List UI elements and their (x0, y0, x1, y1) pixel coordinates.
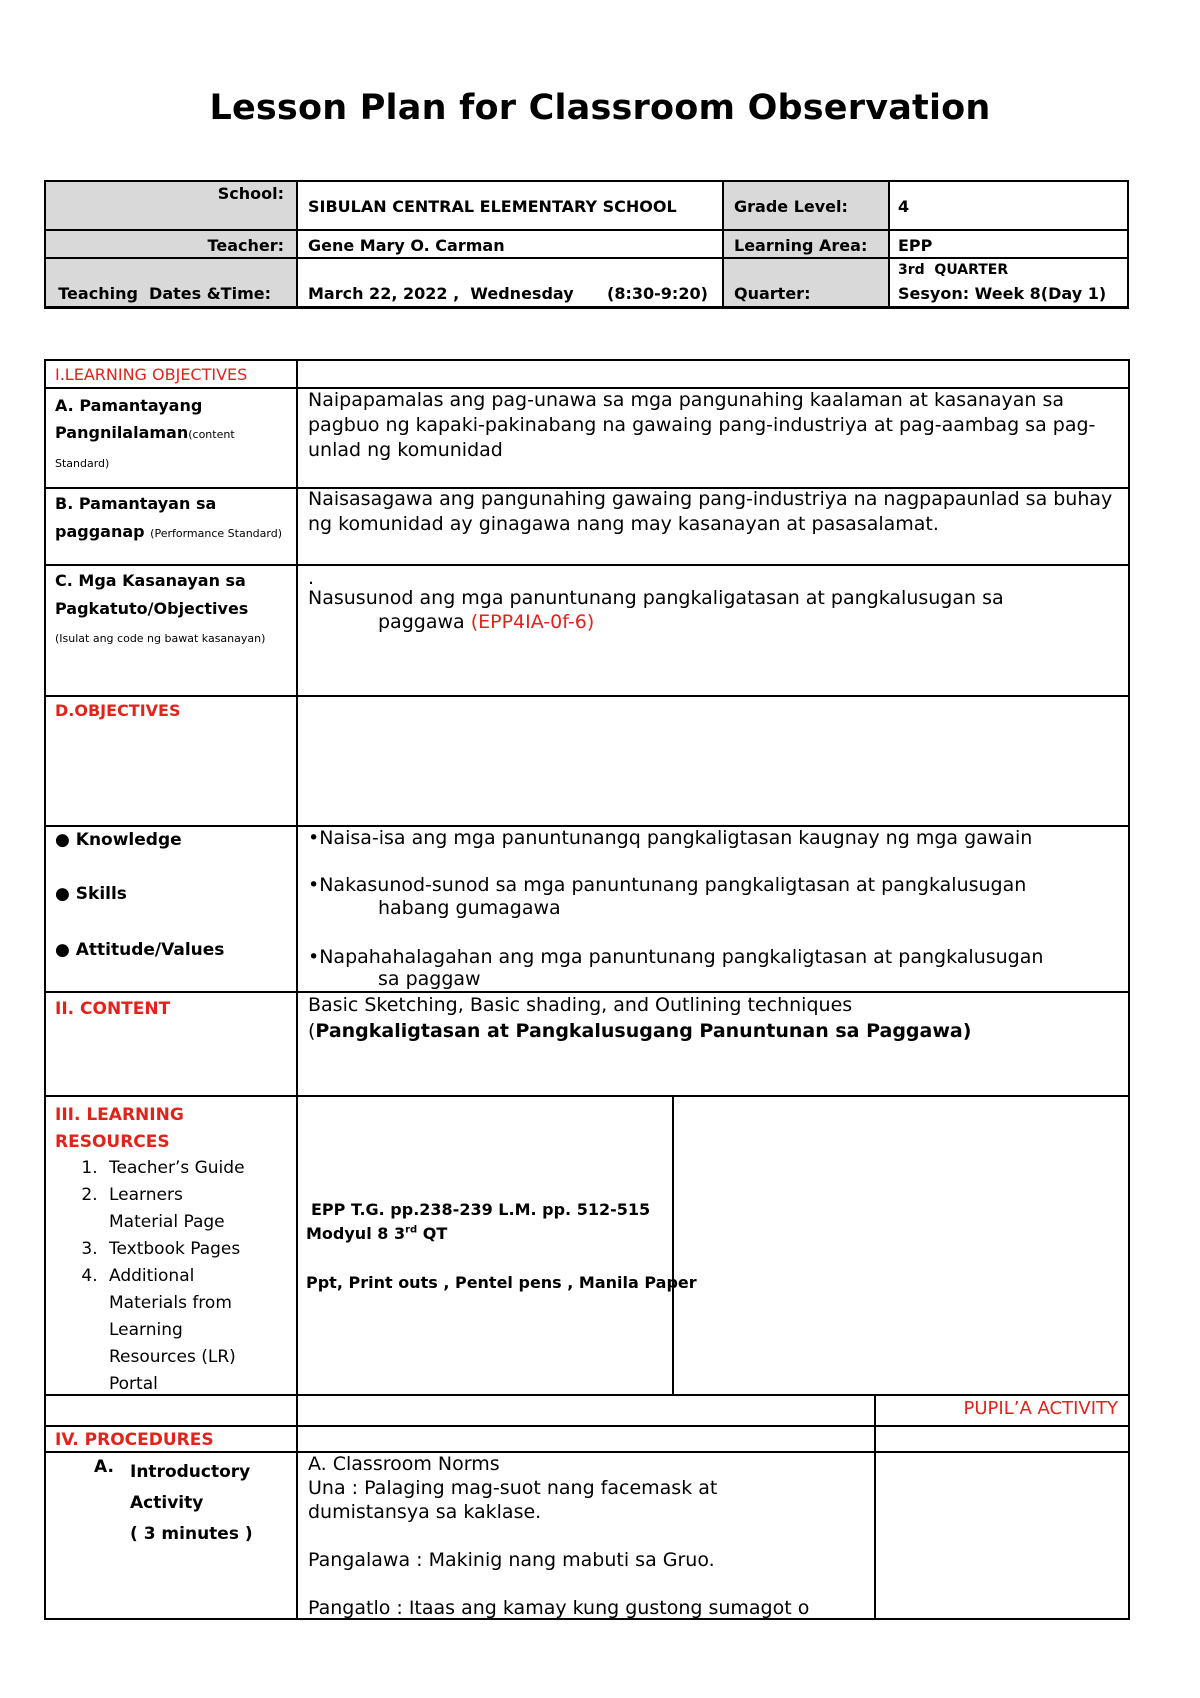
knowledge-objective: •Naisa-isa ang mga panuntunangq pangkaligtasan kaugnay ng mga gawain (308, 827, 1033, 849)
norms-title: A. Classroom Norms (308, 1453, 500, 1475)
table-border (1128, 359, 1130, 1620)
teacher-label: Teacher: (207, 236, 284, 255)
resource-item: 4. Additional Materials from Learning Resources (LR) Portal (103, 1263, 259, 1398)
pupil-activity-heading: PUPIL’A ACTIVITY (963, 1398, 1118, 1419)
resource-ref1: EPP T.G. pp.238-239 L.M. pp. 512-515 (311, 1200, 651, 1219)
values-objective-line2: sa paggaw (378, 968, 481, 990)
resource-ref2-post: QT (417, 1224, 448, 1243)
knowledge-label: ● Knowledge (55, 830, 182, 850)
resources-heading-line1: III. LEARNING (55, 1105, 184, 1125)
competencies-title: C. Mga Kasanayan sa Pagkatuto/Objectives (55, 571, 249, 618)
performance-standard-note: (Performance Standard) (150, 527, 282, 540)
header-border (888, 180, 890, 308)
procedures-heading: IV. PROCEDURES (55, 1430, 214, 1450)
area-value: EPP (898, 236, 933, 255)
content-standard-text: Naipapamalas ang pag-unawa sa mga pangunahing kaalaman at kasanayan sa pagbuo ng kapaki-pakinabang na gawaing pang-industriya at pag-aambag sa pag-unlad ng komunidad (308, 389, 1096, 461)
resource-ref2 (306, 1224, 447, 1243)
procedure-a-letter: A. (94, 1457, 114, 1477)
table-border (874, 1394, 876, 1620)
norms-spacer (308, 1524, 809, 1548)
table-border (44, 359, 46, 1620)
content-standard-title: A. Pamantayang Pangnilalaman (55, 396, 203, 442)
resource-ref3: Ppt, Print outs , Pentel pens , Manila Paper (306, 1273, 697, 1292)
dates-value: March 22, 2022 , Wednesday (8:30-9:20) (308, 284, 708, 303)
norm-3: Pangatlo : Itaas ang kamay kung gustong sumagot o (308, 1597, 810, 1619)
resource-item: 1. Teacher’s Guide (103, 1155, 279, 1182)
content-standard-label (55, 392, 285, 477)
header-border (1127, 180, 1129, 308)
table-border (296, 359, 298, 1620)
content-line2-bold: Pangkaligtasan at Pangkalusugang Panuntunan sa Paggawa) (315, 1020, 972, 1042)
competencies-note: (Isulat ang code ng bawat kasanayan) (55, 632, 266, 645)
content-heading: II. CONTENT (55, 999, 171, 1019)
header-border (44, 229, 1129, 231)
objectives-heading: I.LEARNING OBJECTIVES (55, 365, 248, 384)
header-border (44, 306, 1129, 309)
area-label: Learning Area: (734, 236, 868, 255)
procedure-a-label-line2: Activity (130, 1493, 204, 1513)
competencies-text-line2 (378, 610, 594, 635)
table-border (44, 359, 1130, 361)
header-border (44, 180, 1129, 182)
procedure-a-label-line1: Introductory (130, 1462, 251, 1482)
table-border (672, 1095, 674, 1396)
skills-objective-line1: •Nakasunod-sunod sa mga panuntunang pangkaligtasan at pangkalusugan (308, 874, 1027, 896)
header-border (722, 180, 724, 308)
norm-1-line2: dumistansya sa kaklase. (308, 1501, 542, 1523)
values-objective-line1: •Napahahalagahan ang mga panuntunang pangkaligtasan at pangkalusugan (308, 946, 1044, 968)
resources-list (55, 1155, 295, 1398)
content-line2-open: ( (308, 1020, 316, 1042)
resource-ref2-pre: Modyul 8 3 (306, 1224, 406, 1243)
teacher-value: Gene Mary O. Carman (308, 236, 505, 255)
competencies-dot: . (308, 567, 315, 589)
table-border (44, 1425, 1130, 1427)
resource-item: 2. Learners Material Page (103, 1182, 239, 1236)
page-title: Lesson Plan for Classroom Observation (209, 88, 991, 128)
d-objectives-heading: D.OBJECTIVES (55, 701, 181, 720)
skills-text: Skills (75, 884, 127, 904)
grade-label: Grade Level: (734, 197, 848, 216)
skills-objective-line2: habang gumagawa (378, 897, 561, 919)
resource-item: 3. Textbook Pages (103, 1236, 279, 1263)
competencies-label (55, 567, 285, 653)
header-border (296, 180, 298, 308)
resources-heading (55, 1102, 184, 1156)
performance-standard-text: Naisasagawa ang pangunahing gawaing pang-industriya na nagpapaunlad sa buhay ng komunidad ay ginagawa nang may kasanayan at pasasalamat. (308, 488, 1113, 535)
norms-block (308, 1452, 809, 1620)
norm-1-line1: Una : Palaging mag-suot nang facemask at (308, 1477, 718, 1499)
resources-heading-line2: RESOURCES (55, 1132, 170, 1152)
school-label: School: (217, 184, 284, 203)
procedure-a-label (130, 1457, 253, 1550)
performance-standard-title: B. Pamantayan sa pagganap (55, 494, 217, 541)
content-standard-note: (content Standard) (55, 428, 235, 470)
norm-2: Pangalawa : Makinig nang mabuti sa Gruo. (308, 1549, 715, 1571)
dates-label: Teaching Dates &Time: (58, 284, 271, 303)
competencies-code: (EPP4IA-0f-6) (470, 611, 595, 633)
skills-label: ● Skills (55, 884, 127, 904)
attitude-label: ● Attitude/Values (55, 940, 225, 960)
quarter-line2: Sesyon: Week 8(Day 1) (898, 284, 1107, 303)
table-border (44, 564, 1130, 566)
school-value: SIBULAN CENTRAL ELEMENTARY SCHOOL (308, 197, 677, 216)
resources-list-wrap (55, 1155, 295, 1398)
content-line1: Basic Sketching, Basic shading, and Outlining techniques (308, 994, 853, 1016)
grade-value: 4 (898, 197, 910, 216)
resource-ref2-sup: rd (405, 1224, 418, 1236)
quarter-line1: 3rd QUARTER (898, 262, 1009, 278)
performance-standard-label (55, 490, 285, 548)
quarter-label: Quarter: (734, 284, 811, 303)
table-border (44, 1095, 1130, 1097)
norms-spacer (308, 1572, 809, 1596)
competencies-text-end: paggawa (378, 611, 465, 633)
knowledge-text: Knowledge (75, 830, 182, 850)
header-border (44, 257, 1129, 259)
table-border (44, 695, 1130, 697)
content-line2 (308, 1019, 971, 1044)
procedure-a-label-line3: ( 3 minutes ) (130, 1524, 253, 1544)
competencies-text-line1: Nasusunod ang mga panuntunang pangkaligatasan at pangkalusugan sa (308, 587, 1004, 609)
attitude-text: Attitude/Values (75, 940, 225, 960)
